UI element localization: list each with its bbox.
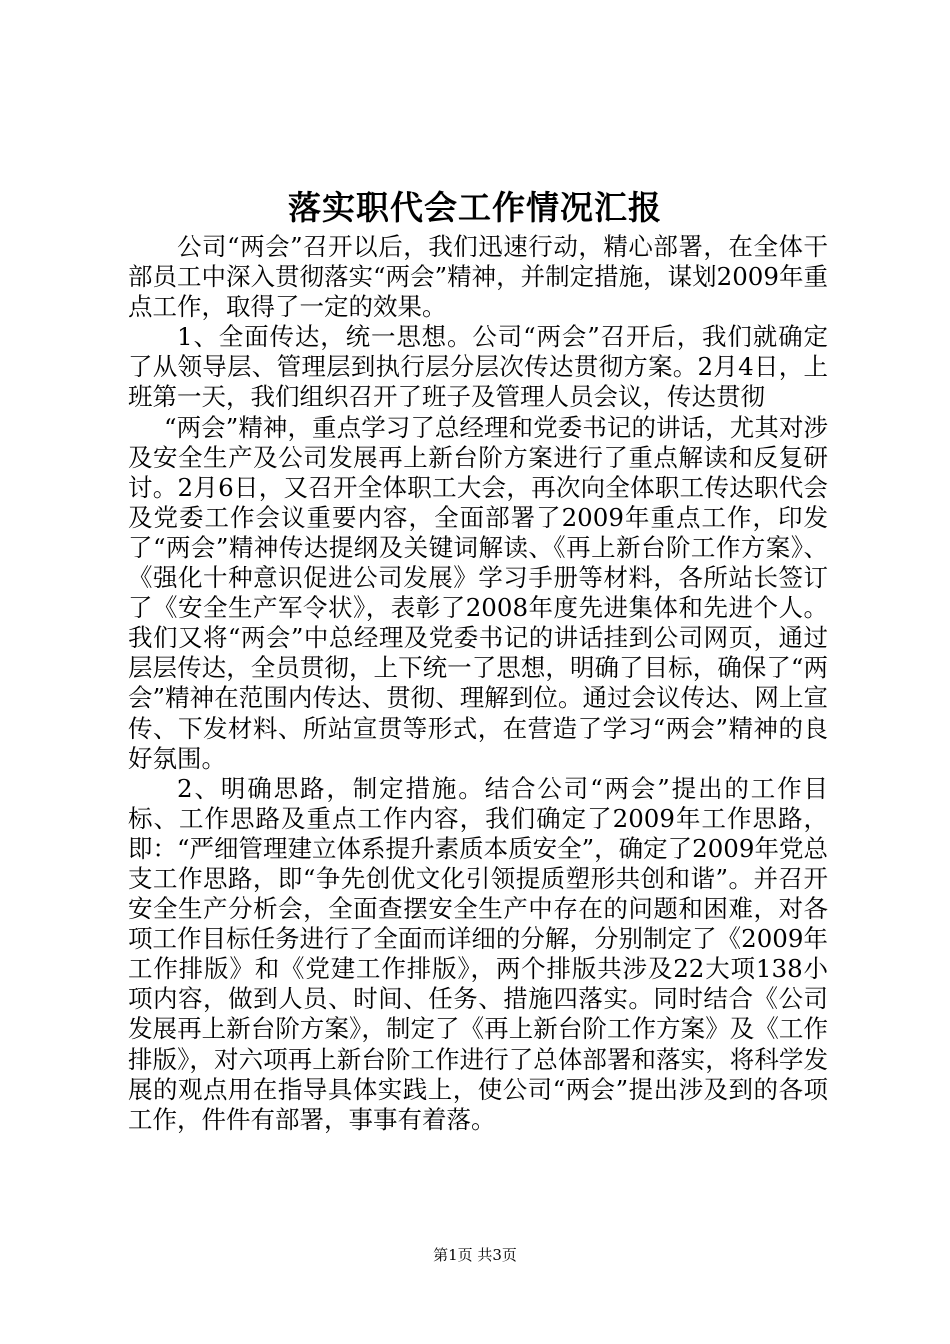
paragraph-section-2: 2、明确思路，制定措施。结合公司“两会”提出的工作目标、工作思路及重点工作内容，我们确定了2009年工作思路，即：“严细管理建立体系提升素质本质安全”，确定了2009年党总支工作思路，即“争先创优文化引领提质塑形共创和谐”。并召开安全生产分析会，全面查摆安全生产中存在的问题和困难，对各项工作目标任务进行了全面而详细的分解，分别制定了《2009年工作排版》和《党建工作排版》，两个排版共涉及22大项138小项内容，做到人员、时间、任务、措施四落实。同时结合《公司发展再上新台阶方案》，制定了《再上新台阶工作方案》及《工作排版》，对六项再上新台阶工作进行了总体部署和落实，将科学发展的观点用在指导具体实践上，使公司“两会”提出涉及到的各项工作，件件有部署，事事有着落。 xyxy=(128,773,828,1134)
document-title: 落实职代会工作情况汇报 xyxy=(288,188,662,227)
page-number-footer: 第1页 共3页 xyxy=(433,1246,517,1264)
paragraph-section-1-continued: “两会”精神，重点学习了总经理和党委书记的讲话，尤其对涉及安全生产及公司发展再上新台阶方案进行了重点解读和反复研讨。2月6日，又召开全体职工大会，再次向全体职工传达职代会及党委工作会议重要内容，全面部署了2009年重点工作，印发了“两会”精神传达提纲及关键词解读、《再上新台阶工作方案》、《强化十种意识促进公司发展》学习手册等材料，各所站长签订了《安全生产军令状》，表彰了2008年度先进集体和先进个人。我们又将“两会”中总经理及党委书记的讲话挂到公司网页，通过层层传达，全员贯彻，上下统一了思想，明确了目标，确保了“两会”精神在范围内传达、贯彻、理解到位。通过会议传达、网上宣传、下发材料、所站宣贯等形式，在营造了学习“两会”精神的良好氛围。 xyxy=(128,412,828,773)
paragraph-section-1: 1、全面传达，统一思想。公司“两会”召开后，我们就确定了从领导层、管理层到执行层分层次传达贯彻方案。2月4日，上班第一天，我们组织召开了班子及管理人员会议，传达贯彻 xyxy=(128,322,828,412)
document-body xyxy=(128,232,828,1135)
paragraph-intro: 公司“两会”召开以后，我们迅速行动，精心部署，在全体干部员工中深入贯彻落实“两会”精神，并制定措施，谋划2009年重点工作，取得了一定的效果。 xyxy=(128,232,828,322)
